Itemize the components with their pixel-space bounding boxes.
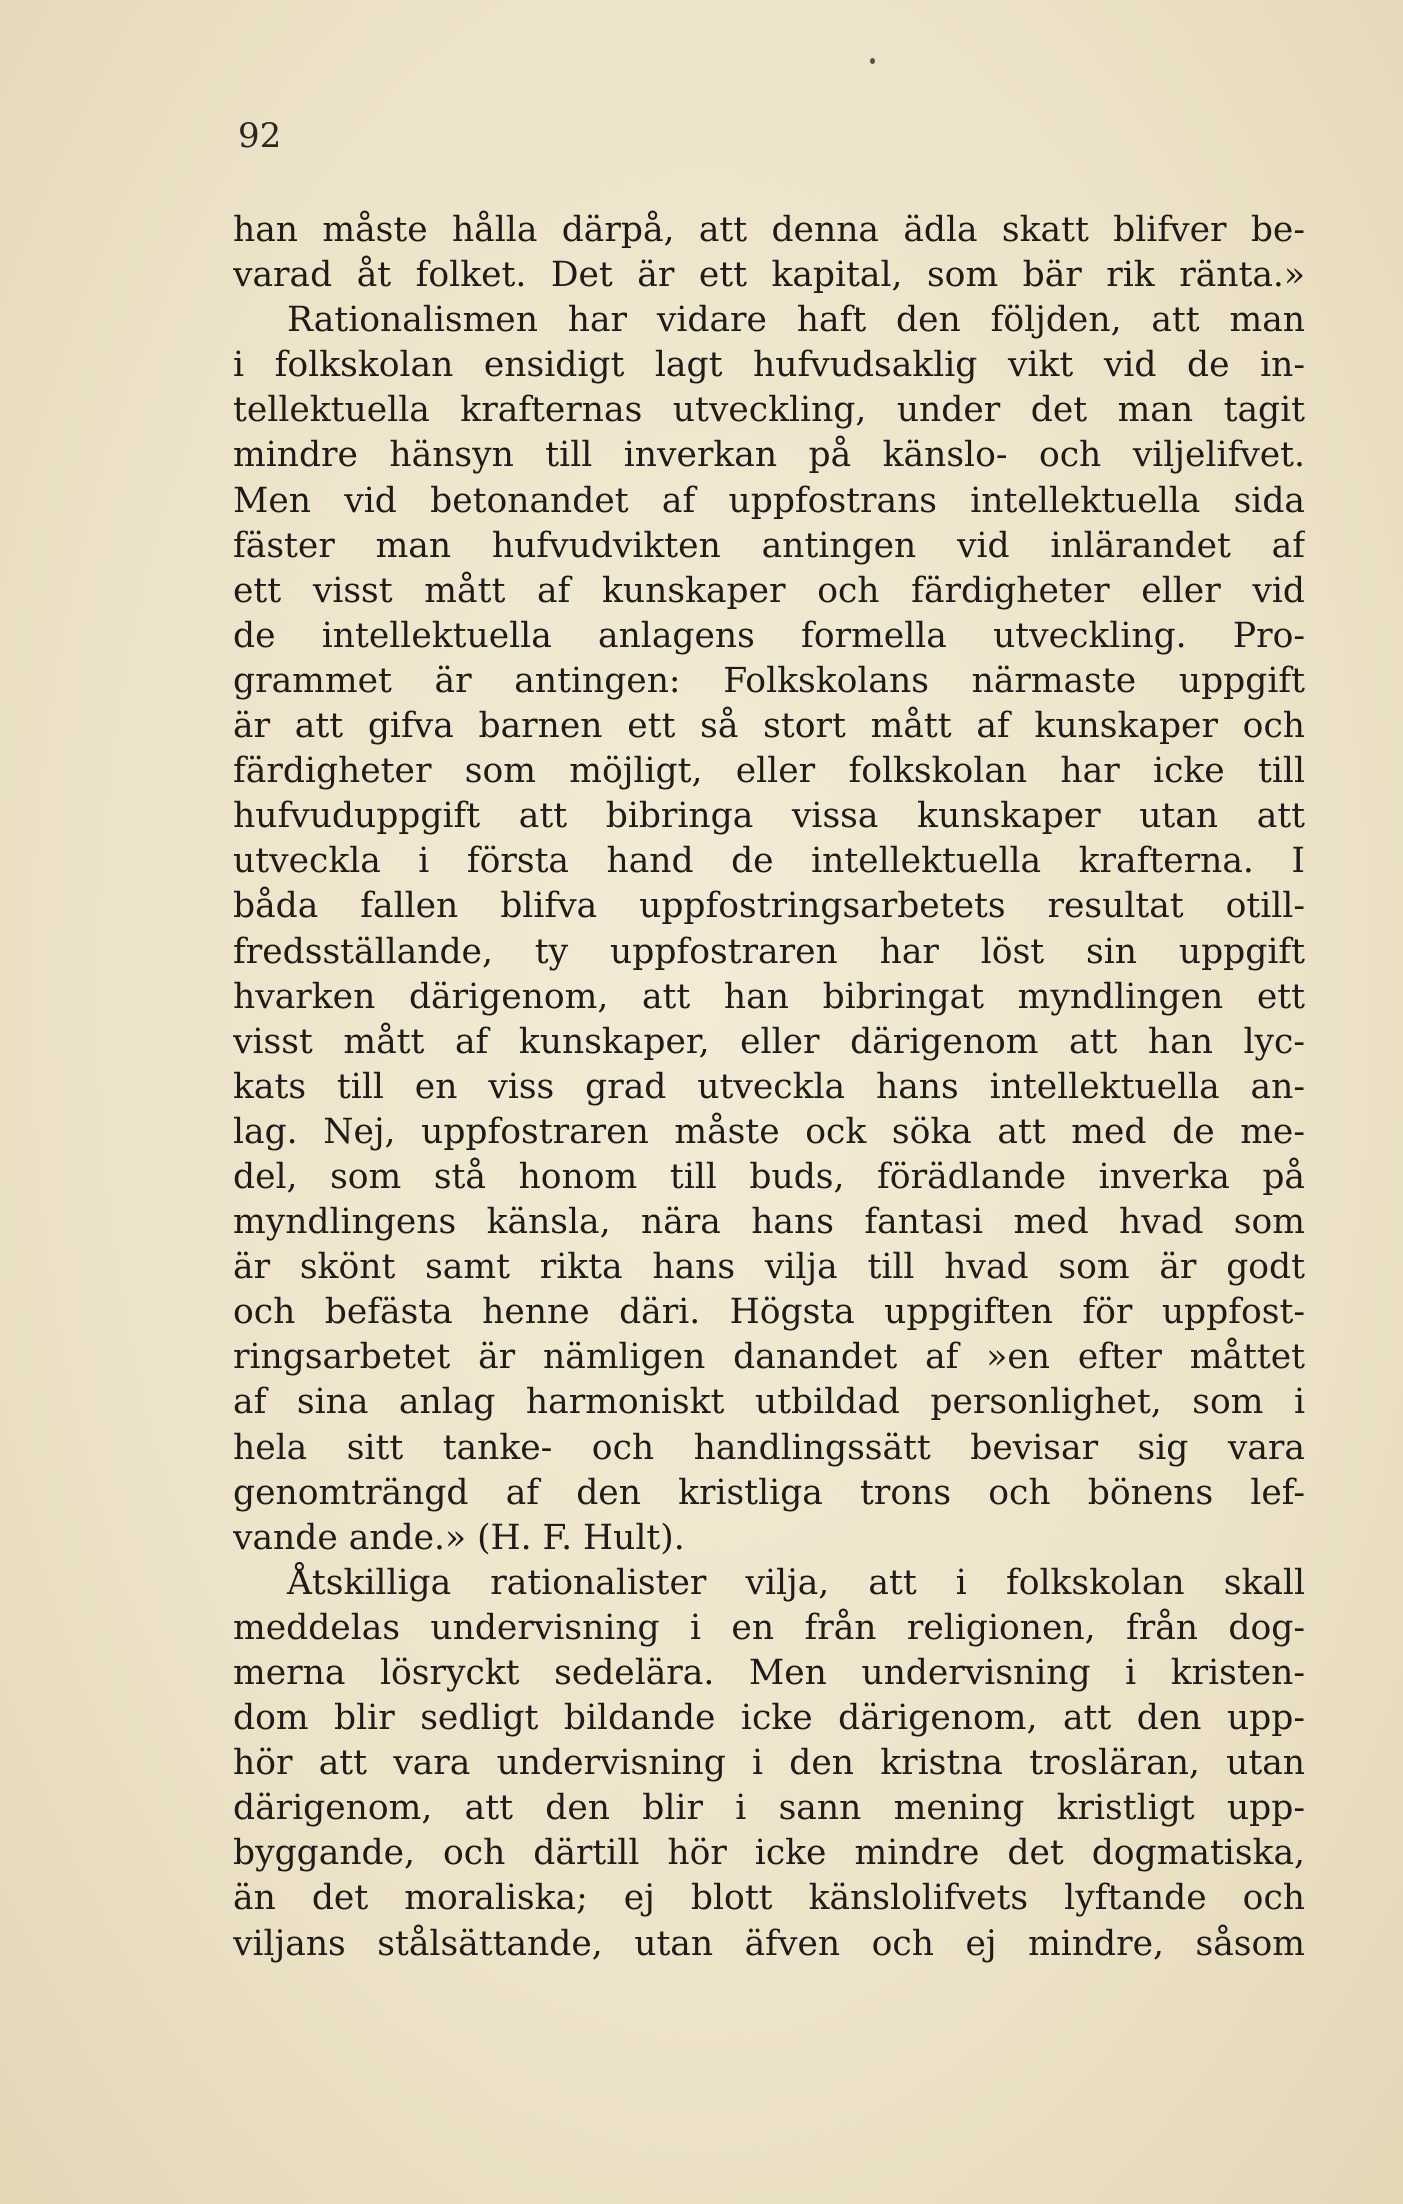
text-line: merna lösryckt sedelära. Men undervisning i kristen- bbox=[233, 1653, 1305, 1693]
text-line: Men vid betonandet af uppfostrans intellektuella sida bbox=[233, 480, 1305, 521]
text-line: varad åt folket. Det är ett kapital, som bär rik ränta.» bbox=[233, 255, 1305, 296]
text-line: hör att vara undervisning i den kristna trosläran, utan bbox=[233, 1743, 1305, 1784]
text-line: och befästa henne däri. Högsta uppgiften för uppfost- bbox=[233, 1292, 1305, 1333]
text-line: de intellektuella anlagens formella utveckling. Pro- bbox=[233, 615, 1305, 656]
text-line: vande ande.» (H. F. Hult). bbox=[233, 1517, 685, 1558]
text-line: ringsarbetet är nämligen danandet af »en efter måttet bbox=[233, 1337, 1305, 1378]
text-line: fäster man hufvudvikten antingen vid inlärandet af bbox=[233, 525, 1305, 566]
text-line: färdigheter som möjligt, eller folkskolan har icke till bbox=[233, 751, 1305, 792]
text-line: tellektuella krafternas utveckling, under det man tagit bbox=[233, 390, 1305, 431]
page-number: 92 bbox=[238, 116, 282, 156]
text-line: af sina anlag harmoniskt utbildad personlighet, som i bbox=[233, 1382, 1305, 1423]
text-line: dom blir sedligt bildande icke därigenom, att den upp- bbox=[233, 1698, 1305, 1739]
ink-speck bbox=[870, 58, 875, 64]
text-line: myndlingens känsla, nära hans fantasi med hvad som bbox=[233, 1202, 1305, 1243]
text-line: båda fallen blifva uppfostringsarbetets resultat otill- bbox=[233, 886, 1305, 927]
text-line: del, som stå honom till buds, förädlande inverka på bbox=[233, 1156, 1305, 1197]
text-line: visst mått af kunskaper, eller därigenom att han lyc- bbox=[233, 1021, 1305, 1062]
text-line: grammet är antingen: Folkskolans närmaste uppgift bbox=[233, 660, 1305, 701]
text-line: hufvuduppgift att bibringa vissa kunskaper utan att bbox=[233, 796, 1305, 837]
text-line: är att gifva barnen ett så stort mått af kunskaper och bbox=[233, 706, 1305, 747]
body-text bbox=[233, 208, 1305, 1967]
text-line: därigenom, att den blir i sann mening kristligt upp- bbox=[233, 1788, 1305, 1829]
text-line: än det moraliska; ej blott känslolifvets lyftande och bbox=[233, 1878, 1305, 1919]
text-line: fredsställande, ty uppfostraren har löst sin uppgift bbox=[233, 931, 1305, 972]
text-line: ett visst mått af kunskaper och färdigheter eller vid bbox=[233, 570, 1305, 611]
text-line: meddelas undervisning i en från religionen, från dog- bbox=[233, 1607, 1305, 1648]
text-line: lag. Nej, uppfostraren måste ock söka att med de me- bbox=[233, 1111, 1305, 1152]
text-line: mindre hänsyn till inverkan på känslo- och viljelifvet. bbox=[233, 435, 1305, 476]
text-line: han måste hålla därpå, att denna ädla skatt blifver be- bbox=[233, 210, 1305, 250]
text-line: hela sitt tanke- och handlingssätt bevisar sig vara bbox=[233, 1427, 1305, 1468]
text-line: utveckla i första hand de intellektuella krafterna. I bbox=[233, 841, 1305, 882]
text-line: i folkskolan ensidigt lagt hufvudsaklig vikt vid de in- bbox=[233, 345, 1305, 386]
text-line: hvarken därigenom, att han bibringat myndlingen ett bbox=[233, 976, 1305, 1017]
text-line: Rationalismen har vidare haft den följden, att man bbox=[287, 300, 1305, 341]
text-line: byggande, och därtill hör icke mindre det dogmatiska, bbox=[233, 1833, 1305, 1874]
text-line: kats till en viss grad utveckla hans intellektuella an- bbox=[233, 1066, 1305, 1107]
text-line: genomträngd af den kristliga trons och bönens lef- bbox=[233, 1472, 1305, 1513]
text-line: är skönt samt rikta hans vilja till hvad som är godt bbox=[233, 1247, 1305, 1288]
text-line: Åtskilliga rationalister vilja, att i folkskolan skall bbox=[287, 1562, 1305, 1603]
text-line: viljans stålsättande, utan äfven och ej mindre, såsom bbox=[233, 1923, 1305, 1964]
